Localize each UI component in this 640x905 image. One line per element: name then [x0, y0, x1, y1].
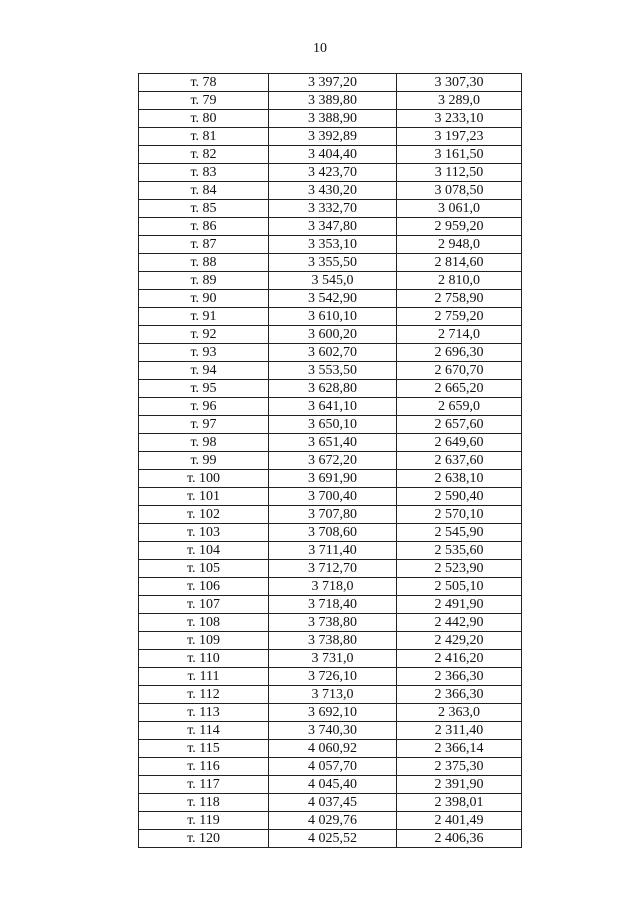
- y-coordinate-cell: 2 649,60: [397, 434, 522, 452]
- x-coordinate-cell: 3 397,20: [269, 74, 397, 92]
- x-coordinate-cell: 3 651,40: [269, 434, 397, 452]
- page-number: 10: [313, 41, 327, 56]
- y-coordinate-cell: 2 657,60: [397, 416, 522, 434]
- table-row: [139, 344, 522, 362]
- point-cell: т. 101: [139, 488, 269, 506]
- x-coordinate-cell: 3 353,10: [269, 236, 397, 254]
- point-cell: т. 89: [139, 272, 269, 290]
- y-coordinate-cell: 3 233,10: [397, 110, 522, 128]
- table-row: [139, 218, 522, 236]
- x-coordinate-cell: 3 610,10: [269, 308, 397, 326]
- x-coordinate-cell: 3 355,50: [269, 254, 397, 272]
- y-coordinate-cell: 2 523,90: [397, 560, 522, 578]
- table-row: [139, 758, 522, 776]
- x-coordinate-cell: 3 545,0: [269, 272, 397, 290]
- point-cell: т. 118: [139, 794, 269, 812]
- x-coordinate-cell: 3 641,10: [269, 398, 397, 416]
- point-cell: т. 87: [139, 236, 269, 254]
- point-cell: т. 105: [139, 560, 269, 578]
- x-coordinate-cell: 3 738,80: [269, 614, 397, 632]
- table-row: [139, 200, 522, 218]
- point-cell: т. 112: [139, 686, 269, 704]
- x-coordinate-cell: 3 738,80: [269, 632, 397, 650]
- point-cell: т. 100: [139, 470, 269, 488]
- point-cell: т. 92: [139, 326, 269, 344]
- y-coordinate-cell: 2 570,10: [397, 506, 522, 524]
- table-row: [139, 416, 522, 434]
- y-coordinate-cell: 2 442,90: [397, 614, 522, 632]
- point-cell: т. 91: [139, 308, 269, 326]
- y-coordinate-cell: 2 416,20: [397, 650, 522, 668]
- table-row: [139, 704, 522, 722]
- y-coordinate-cell: 2 535,60: [397, 542, 522, 560]
- table-row: [139, 560, 522, 578]
- point-cell: т. 104: [139, 542, 269, 560]
- x-coordinate-cell: 3 553,50: [269, 362, 397, 380]
- y-coordinate-cell: 2 665,20: [397, 380, 522, 398]
- y-coordinate-cell: 2 948,0: [397, 236, 522, 254]
- table-row: [139, 794, 522, 812]
- table-row: [139, 236, 522, 254]
- x-coordinate-cell: 3 740,30: [269, 722, 397, 740]
- y-coordinate-cell: 2 638,10: [397, 470, 522, 488]
- y-coordinate-cell: 3 161,50: [397, 146, 522, 164]
- x-coordinate-cell: 3 691,90: [269, 470, 397, 488]
- table-row: [139, 128, 522, 146]
- table-row: [139, 452, 522, 470]
- x-coordinate-cell: 3 628,80: [269, 380, 397, 398]
- point-cell: т. 98: [139, 434, 269, 452]
- point-cell: т. 109: [139, 632, 269, 650]
- x-coordinate-cell: 3 347,80: [269, 218, 397, 236]
- x-coordinate-cell: 3 711,40: [269, 542, 397, 560]
- table-row: [139, 542, 522, 560]
- y-coordinate-cell: 3 289,0: [397, 92, 522, 110]
- x-coordinate-cell: 3 423,70: [269, 164, 397, 182]
- y-coordinate-cell: 2 429,20: [397, 632, 522, 650]
- table-row: [139, 614, 522, 632]
- table-row: [139, 812, 522, 830]
- point-cell: т. 107: [139, 596, 269, 614]
- y-coordinate-cell: 2 366,30: [397, 668, 522, 686]
- x-coordinate-cell: 3 392,89: [269, 128, 397, 146]
- point-cell: т. 97: [139, 416, 269, 434]
- y-coordinate-cell: 3 112,50: [397, 164, 522, 182]
- y-coordinate-cell: 2 363,0: [397, 704, 522, 722]
- y-coordinate-cell: 2 505,10: [397, 578, 522, 596]
- x-coordinate-cell: 3 726,10: [269, 668, 397, 686]
- point-cell: т. 110: [139, 650, 269, 668]
- point-cell: т. 103: [139, 524, 269, 542]
- x-coordinate-cell: 3 707,80: [269, 506, 397, 524]
- table-row: [139, 308, 522, 326]
- y-coordinate-cell: 2 659,0: [397, 398, 522, 416]
- point-cell: т. 117: [139, 776, 269, 794]
- point-cell: т. 80: [139, 110, 269, 128]
- point-cell: т. 119: [139, 812, 269, 830]
- x-coordinate-cell: 3 708,60: [269, 524, 397, 542]
- y-coordinate-cell: 3 078,50: [397, 182, 522, 200]
- y-coordinate-cell: 2 714,0: [397, 326, 522, 344]
- table-row: [139, 722, 522, 740]
- table-row: [139, 524, 522, 542]
- table-row: [139, 830, 522, 848]
- table-row: [139, 470, 522, 488]
- table-row: [139, 92, 522, 110]
- x-coordinate-cell: 3 731,0: [269, 650, 397, 668]
- table-row: [139, 326, 522, 344]
- x-coordinate-cell: 3 389,80: [269, 92, 397, 110]
- y-coordinate-cell: 2 366,14: [397, 740, 522, 758]
- table-row: [139, 596, 522, 614]
- point-cell: т. 108: [139, 614, 269, 632]
- table-row: [139, 668, 522, 686]
- y-coordinate-cell: 2 696,30: [397, 344, 522, 362]
- y-coordinate-cell: 2 590,40: [397, 488, 522, 506]
- y-coordinate-cell: 2 637,60: [397, 452, 522, 470]
- y-coordinate-cell: 2 759,20: [397, 308, 522, 326]
- y-coordinate-cell: 2 545,90: [397, 524, 522, 542]
- x-coordinate-cell: 4 057,70: [269, 758, 397, 776]
- table-row: [139, 434, 522, 452]
- x-coordinate-cell: 3 718,0: [269, 578, 397, 596]
- table-row: [139, 506, 522, 524]
- point-cell: т. 79: [139, 92, 269, 110]
- y-coordinate-cell: 2 366,30: [397, 686, 522, 704]
- point-cell: т. 78: [139, 74, 269, 92]
- point-cell: т. 93: [139, 344, 269, 362]
- table-row: [139, 488, 522, 506]
- x-coordinate-cell: 3 700,40: [269, 488, 397, 506]
- x-coordinate-cell: 3 404,40: [269, 146, 397, 164]
- table-row: [139, 362, 522, 380]
- x-coordinate-cell: 3 600,20: [269, 326, 397, 344]
- x-coordinate-cell: 3 542,90: [269, 290, 397, 308]
- point-cell: т. 82: [139, 146, 269, 164]
- table-row: [139, 290, 522, 308]
- point-cell: т. 113: [139, 704, 269, 722]
- y-coordinate-cell: 3 197,23: [397, 128, 522, 146]
- x-coordinate-cell: 3 718,40: [269, 596, 397, 614]
- coordinates-table-body: [139, 74, 522, 848]
- x-coordinate-cell: 3 430,20: [269, 182, 397, 200]
- y-coordinate-cell: 2 406,36: [397, 830, 522, 848]
- point-cell: т. 102: [139, 506, 269, 524]
- point-cell: т. 86: [139, 218, 269, 236]
- x-coordinate-cell: 4 029,76: [269, 812, 397, 830]
- coordinates-table: [138, 73, 522, 848]
- y-coordinate-cell: 2 670,70: [397, 362, 522, 380]
- y-coordinate-cell: 2 311,40: [397, 722, 522, 740]
- x-coordinate-cell: 3 692,10: [269, 704, 397, 722]
- table-row: [139, 146, 522, 164]
- table-row: [139, 182, 522, 200]
- x-coordinate-cell: 3 602,70: [269, 344, 397, 362]
- point-cell: т. 120: [139, 830, 269, 848]
- point-cell: т. 96: [139, 398, 269, 416]
- y-coordinate-cell: 2 491,90: [397, 596, 522, 614]
- y-coordinate-cell: 3 307,30: [397, 74, 522, 92]
- point-cell: т. 90: [139, 290, 269, 308]
- table-row: [139, 650, 522, 668]
- x-coordinate-cell: 3 672,20: [269, 452, 397, 470]
- point-cell: т. 84: [139, 182, 269, 200]
- x-coordinate-cell: 3 332,70: [269, 200, 397, 218]
- point-cell: т. 99: [139, 452, 269, 470]
- point-cell: т. 115: [139, 740, 269, 758]
- y-coordinate-cell: 2 391,90: [397, 776, 522, 794]
- y-coordinate-cell: 2 375,30: [397, 758, 522, 776]
- table-row: [139, 632, 522, 650]
- table-row: [139, 776, 522, 794]
- x-coordinate-cell: 4 037,45: [269, 794, 397, 812]
- y-coordinate-cell: 2 959,20: [397, 218, 522, 236]
- x-coordinate-cell: 4 045,40: [269, 776, 397, 794]
- x-coordinate-cell: 3 712,70: [269, 560, 397, 578]
- y-coordinate-cell: 2 810,0: [397, 272, 522, 290]
- y-coordinate-cell: 2 401,49: [397, 812, 522, 830]
- point-cell: т. 114: [139, 722, 269, 740]
- x-coordinate-cell: 4 060,92: [269, 740, 397, 758]
- table-row: [139, 272, 522, 290]
- point-cell: т. 95: [139, 380, 269, 398]
- x-coordinate-cell: 3 713,0: [269, 686, 397, 704]
- table-row: [139, 380, 522, 398]
- x-coordinate-cell: 3 650,10: [269, 416, 397, 434]
- y-coordinate-cell: 2 758,90: [397, 290, 522, 308]
- y-coordinate-cell: 2 814,60: [397, 254, 522, 272]
- table-row: [139, 578, 522, 596]
- point-cell: т. 116: [139, 758, 269, 776]
- y-coordinate-cell: 3 061,0: [397, 200, 522, 218]
- table-row: [139, 398, 522, 416]
- table-row: [139, 74, 522, 92]
- table-row: [139, 740, 522, 758]
- table-row: [139, 686, 522, 704]
- table-row: [139, 164, 522, 182]
- point-cell: т. 111: [139, 668, 269, 686]
- point-cell: т. 88: [139, 254, 269, 272]
- x-coordinate-cell: 4 025,52: [269, 830, 397, 848]
- point-cell: т. 94: [139, 362, 269, 380]
- table-row: [139, 254, 522, 272]
- point-cell: т. 85: [139, 200, 269, 218]
- y-coordinate-cell: 2 398,01: [397, 794, 522, 812]
- point-cell: т. 83: [139, 164, 269, 182]
- point-cell: т. 81: [139, 128, 269, 146]
- x-coordinate-cell: 3 388,90: [269, 110, 397, 128]
- table-row: [139, 110, 522, 128]
- point-cell: т. 106: [139, 578, 269, 596]
